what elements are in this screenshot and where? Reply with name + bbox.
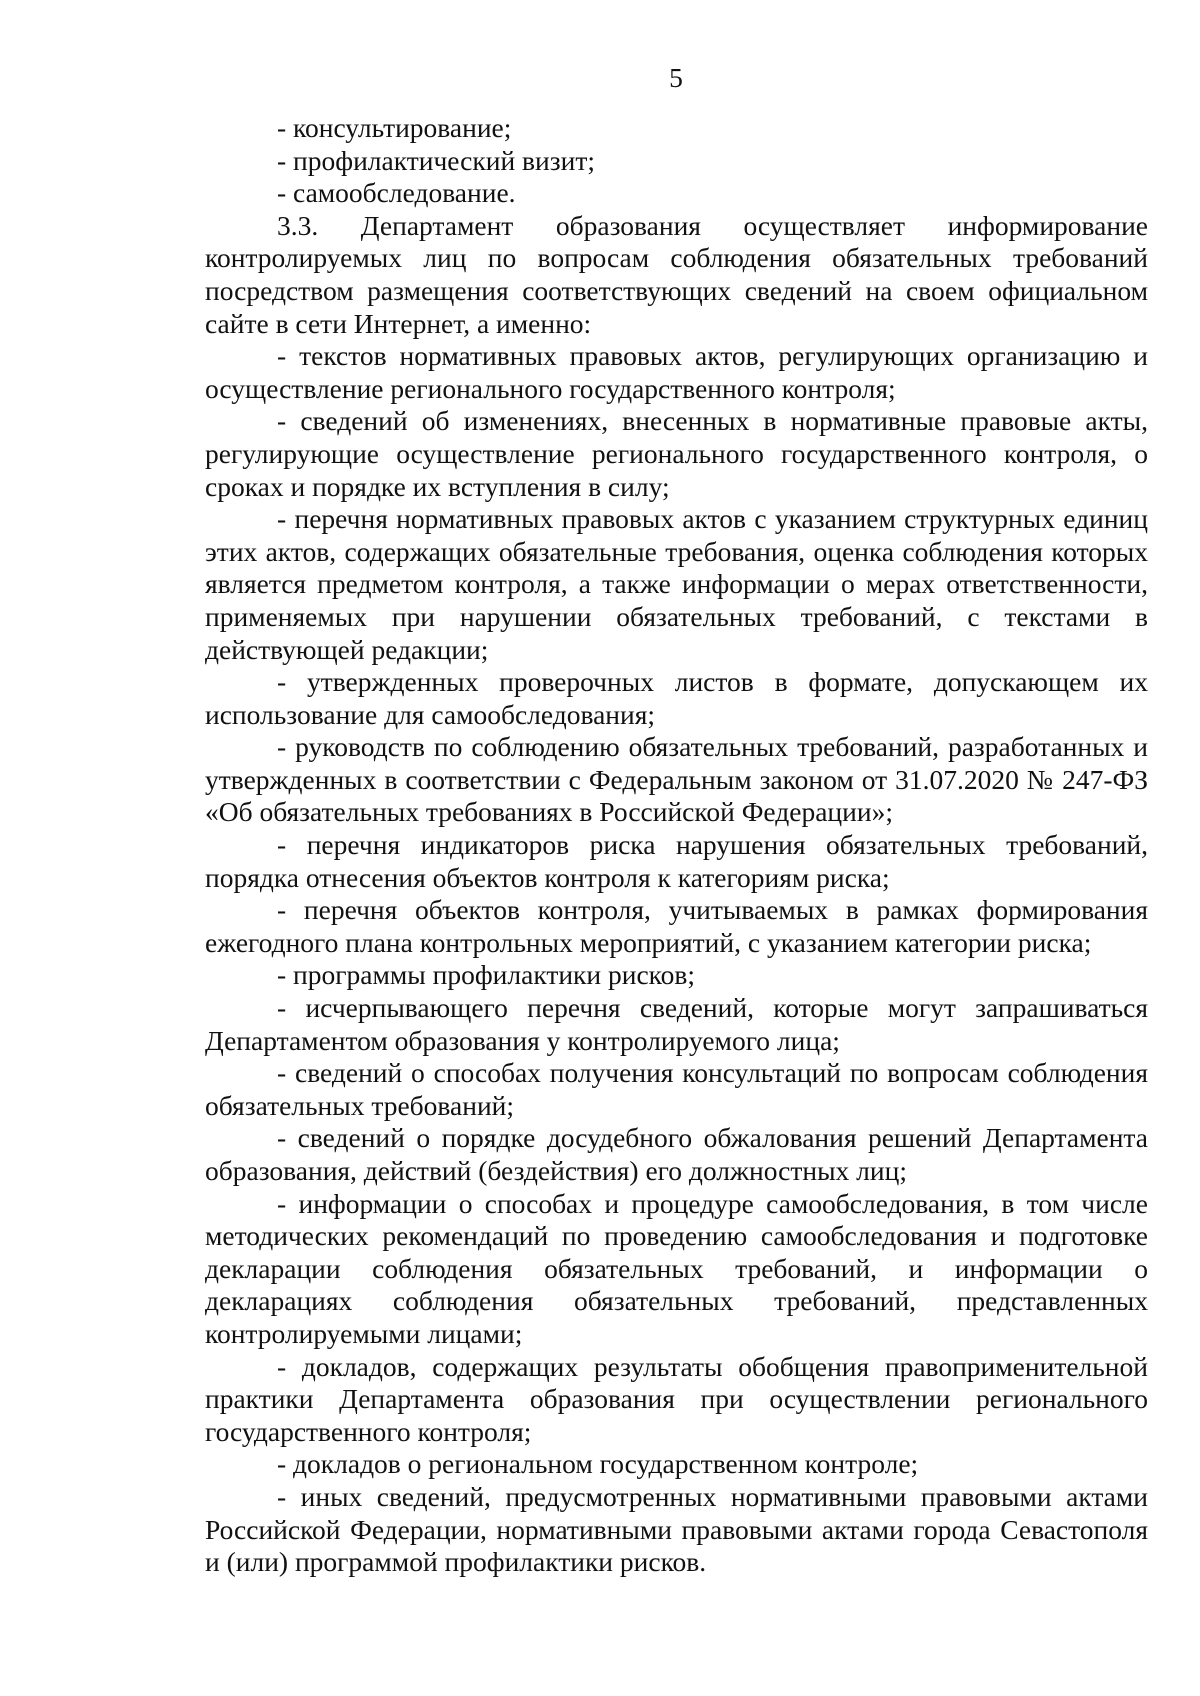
page-number: 5 — [669, 62, 683, 93]
list-item: - текстов нормативных правовых актов, регулирующих организацию и осуществление регионального государственного контроля; — [205, 340, 1148, 404]
list-item: - иных сведений, предусмотренных нормативными правовыми актами Российской Федерации, нормативными правовыми актами города Севастополя и (или) программой профилактики рисков. — [205, 1480, 1148, 1578]
list-item: - перечня объектов контроля, учитываемых в рамках формирования ежегодного плана контрольных мероприятий, с указанием категории риска; — [205, 894, 1148, 958]
list-item: - докладов о региональном государственном контроле; — [277, 1448, 919, 1480]
list-item: - сведений о способах получения консультаций по вопросам соблюдения обязательных требований; — [205, 1057, 1148, 1121]
list-item: - сведений о порядке досудебного обжалования решений Департамента образования, действий (бездействия) его должностных лиц; — [205, 1122, 1148, 1186]
list-item-self-examination: - самообследование. — [277, 177, 516, 209]
list-item: - исчерпывающего перечня сведений, которые могут запрашиваться Департаментом образования у контролируемого лица; — [205, 992, 1148, 1056]
list-item: - перечня нормативных правовых актов с указанием структурных единиц этих актов, содержащих обязательные требования, оценка соблюдения которых является предметом контроля, а также информации о мерах ответственности, применяемых при нарушении обязательных требований, с текстами в действующей редакции; — [205, 503, 1148, 665]
list-item-preventive-visit: - профилактический визит; — [277, 144, 595, 176]
document-body — [205, 112, 1148, 1579]
list-item: - докладов, содержащих результаты обобщения правоприменительной практики Департамента образования при осуществлении регионального государственного контроля; — [205, 1350, 1148, 1447]
list-item: - перечня индикаторов риска нарушения обязательных требований, порядка отнесения объектов контроля к категориям риска; — [205, 829, 1148, 893]
list-item: - руководств по соблюдению обязательных требований, разработанных и утвержденных в соответствии с Федеральным законом от 31.07.2020 № 247-ФЗ «Об обязательных требованиях в Российской Федерации»; — [205, 731, 1148, 828]
list-item: - утвержденных проверочных листов в формате, допускающем их использование для самообследования; — [205, 666, 1148, 730]
list-item-consulting: - консультирование; — [277, 112, 512, 143]
section-3-3-paragraph: 3.3. Департамент образования осуществляет информирование контролируемых лиц по вопросам соблюдения обязательных требований посредством размещения соответствующих сведений на своем официальном сайте в сети Интернет, а именно: — [205, 209, 1148, 339]
list-item: - сведений об изменениях, внесенных в нормативные правовые акты, регулирующие осуществление регионального государственного контроля, о сроках и порядке их вступления в силу; — [205, 405, 1148, 502]
list-item: - информации о способах и процедуре самообследования, в том числе методических рекомендаций по проведению самообследования и подготовке декларации соблюдения обязательных требований, и информации о декларациях соблюдения обязательных требований, представленных контролируемыми лицами; — [205, 1187, 1148, 1349]
list-item: - программы профилактики рисков; — [277, 959, 696, 991]
